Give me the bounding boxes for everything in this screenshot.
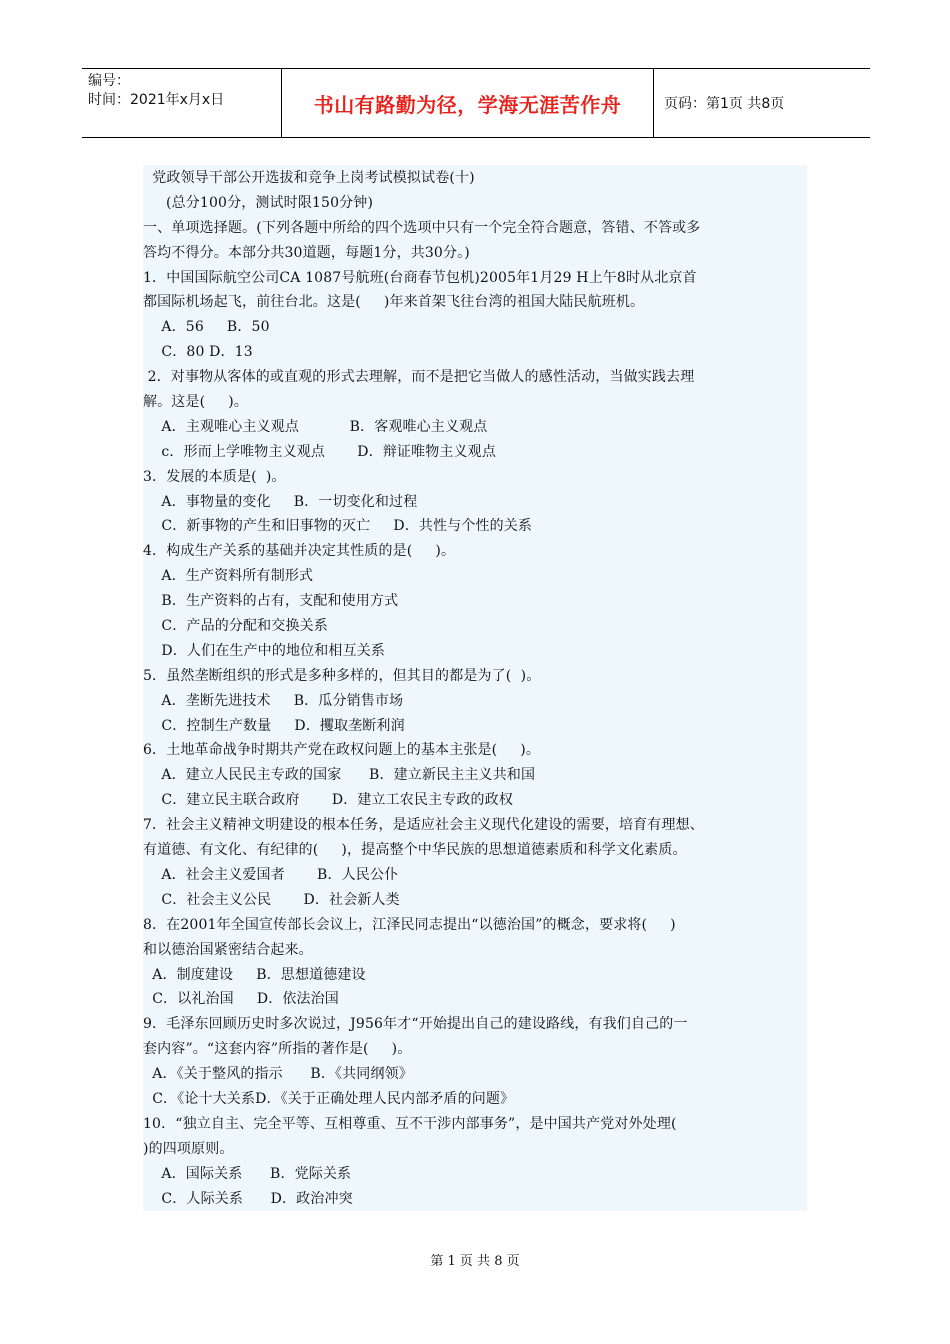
number-label: 编号：: [88, 73, 130, 89]
document-line: 8．在2001年全国宣传部长会议上，江泽民同志提出“以德治国”的概念，要求将( ): [143, 916, 676, 933]
header-left-cell: [82, 69, 282, 137]
document-line: 都国际机场起飞，前往台北。这是( )年来首架飞往台湾的祖国大陆民航班机。: [143, 294, 645, 311]
document-line: A．垄断先进技术 B．瓜分销售市场: [143, 692, 404, 709]
document-line: A．建立人民民主专政的国家 B．建立新民主主义共和国: [143, 767, 536, 784]
document-line: 2．对事物从客体的或直观的形式去理解，而不是把它当做人的感性活动，当做实践去理: [143, 369, 695, 386]
document-line: A．《关于整风的指示 B．《共同纲领》: [143, 1066, 413, 1083]
document-line: 1．中国国际航空公司CA 1087号航班(台商春节包机)2005年1月29 H上午8时从北京首: [143, 269, 697, 286]
motto: 书山有路勤为径，学海无涯苦作舟: [313, 92, 622, 117]
document-line: c．形而上学唯物主义观点 D．辩证唯物主义观点: [143, 443, 496, 460]
document-line: C．《论十大关系D．《关于正确处理人民内部矛盾的问题》: [143, 1090, 515, 1107]
document-line: C．产品的分配和交换关系: [143, 618, 328, 635]
document-line: A．事物量的变化 B．一切变化和过程: [143, 493, 418, 510]
document-line: 6．土地革命战争时期共产党在政权问题上的基本主张是( )。: [143, 742, 541, 759]
document-line: 解。这是( )。: [143, 394, 248, 411]
document-line: 5．虽然垄断组织的形式是多种多样的，但其目的都是为了( )。: [143, 667, 541, 684]
document-line: 和以德治国紧密结合起来。: [143, 941, 313, 958]
document-line: A．社会主义爱国者 B．人民公仆: [143, 866, 399, 883]
page-label: 页码：第1页 共8页: [664, 96, 785, 112]
document-line: 7．社会主义精神文明建设的根本任务，是适应社会主义现代化建设的需要，培育有理想、: [143, 817, 704, 834]
document-body: [143, 166, 811, 1211]
document-line: A．56 B．50: [143, 319, 270, 336]
document-line: C．控制生产数量 D．攫取垄断利润: [143, 717, 405, 734]
document-line: 一、单项选择题。(下列各题中所给的四个选项中只有一个完全符合题意，答错、不答或多: [143, 219, 701, 236]
page-footer: [0, 1250, 950, 1269]
document-line: 有道德、有文化、有纪律的( )，提高整个中华民族的思想道德素质和科学文化素质。: [143, 842, 687, 859]
document-line: 党政领导干部公开选拔和竞争上岗考试模拟试卷(十): [143, 170, 475, 186]
header-middle-cell: [282, 69, 654, 137]
footer-page-number: 第 1 页 共 8 页: [430, 1254, 520, 1269]
document-line: C．人际关系 D．政治冲突: [143, 1190, 353, 1207]
document-line: 3．发展的本质是( )。: [143, 468, 286, 485]
document-line: B．生产资料的占有，支配和使用方式: [143, 593, 399, 610]
document-line: C．社会主义公民 D．社会新人类: [143, 891, 400, 908]
document-line: A．国际关系 B．党际关系: [143, 1165, 352, 1182]
document-line: D．人们在生产中的地位和相互关系: [143, 642, 386, 659]
document-line: C．新事物的产生和旧事物的灭亡 D．共性与个性的关系: [143, 518, 533, 535]
document-line: A．生产资料所有制形式: [143, 568, 314, 585]
header-table: [82, 68, 870, 138]
document-line: )的四项原则。: [143, 1140, 234, 1157]
document-line: 9．毛泽东回顾历史时多次说过，J956年才“开始提出自己的建设路线，有我们自己的一: [143, 1016, 688, 1033]
document-line: 答均不得分。本部分共30道题，每题1分，共30分。): [143, 244, 470, 261]
document-line: 4．构成生产关系的基础并决定其性质的是( )。: [143, 543, 456, 560]
document-line: C．建立民主联合政府 D．建立工农民主专政的政权: [143, 792, 513, 809]
document-line: C．以礼治国 D．依法治国: [143, 991, 339, 1008]
document-line: 套内容”。“这套内容”所指的著作是( )。: [143, 1041, 412, 1058]
document-line: A．主观唯心主义观点 B．客观唯心主义观点: [143, 418, 488, 435]
header-right-cell: [654, 69, 870, 137]
document-line: C．80 D．13: [143, 344, 253, 361]
document-line: 10．“独立自主、完全平等、互相尊重、互不干涉内部事务”，是中国共产党对外处理(: [143, 1115, 677, 1132]
time-label: 时间：2021年x月x日: [88, 92, 225, 108]
document-line: (总分100分，测试时限150分钟): [143, 194, 374, 211]
document-line: A．制度建设 B．思想道德建设: [143, 966, 366, 983]
